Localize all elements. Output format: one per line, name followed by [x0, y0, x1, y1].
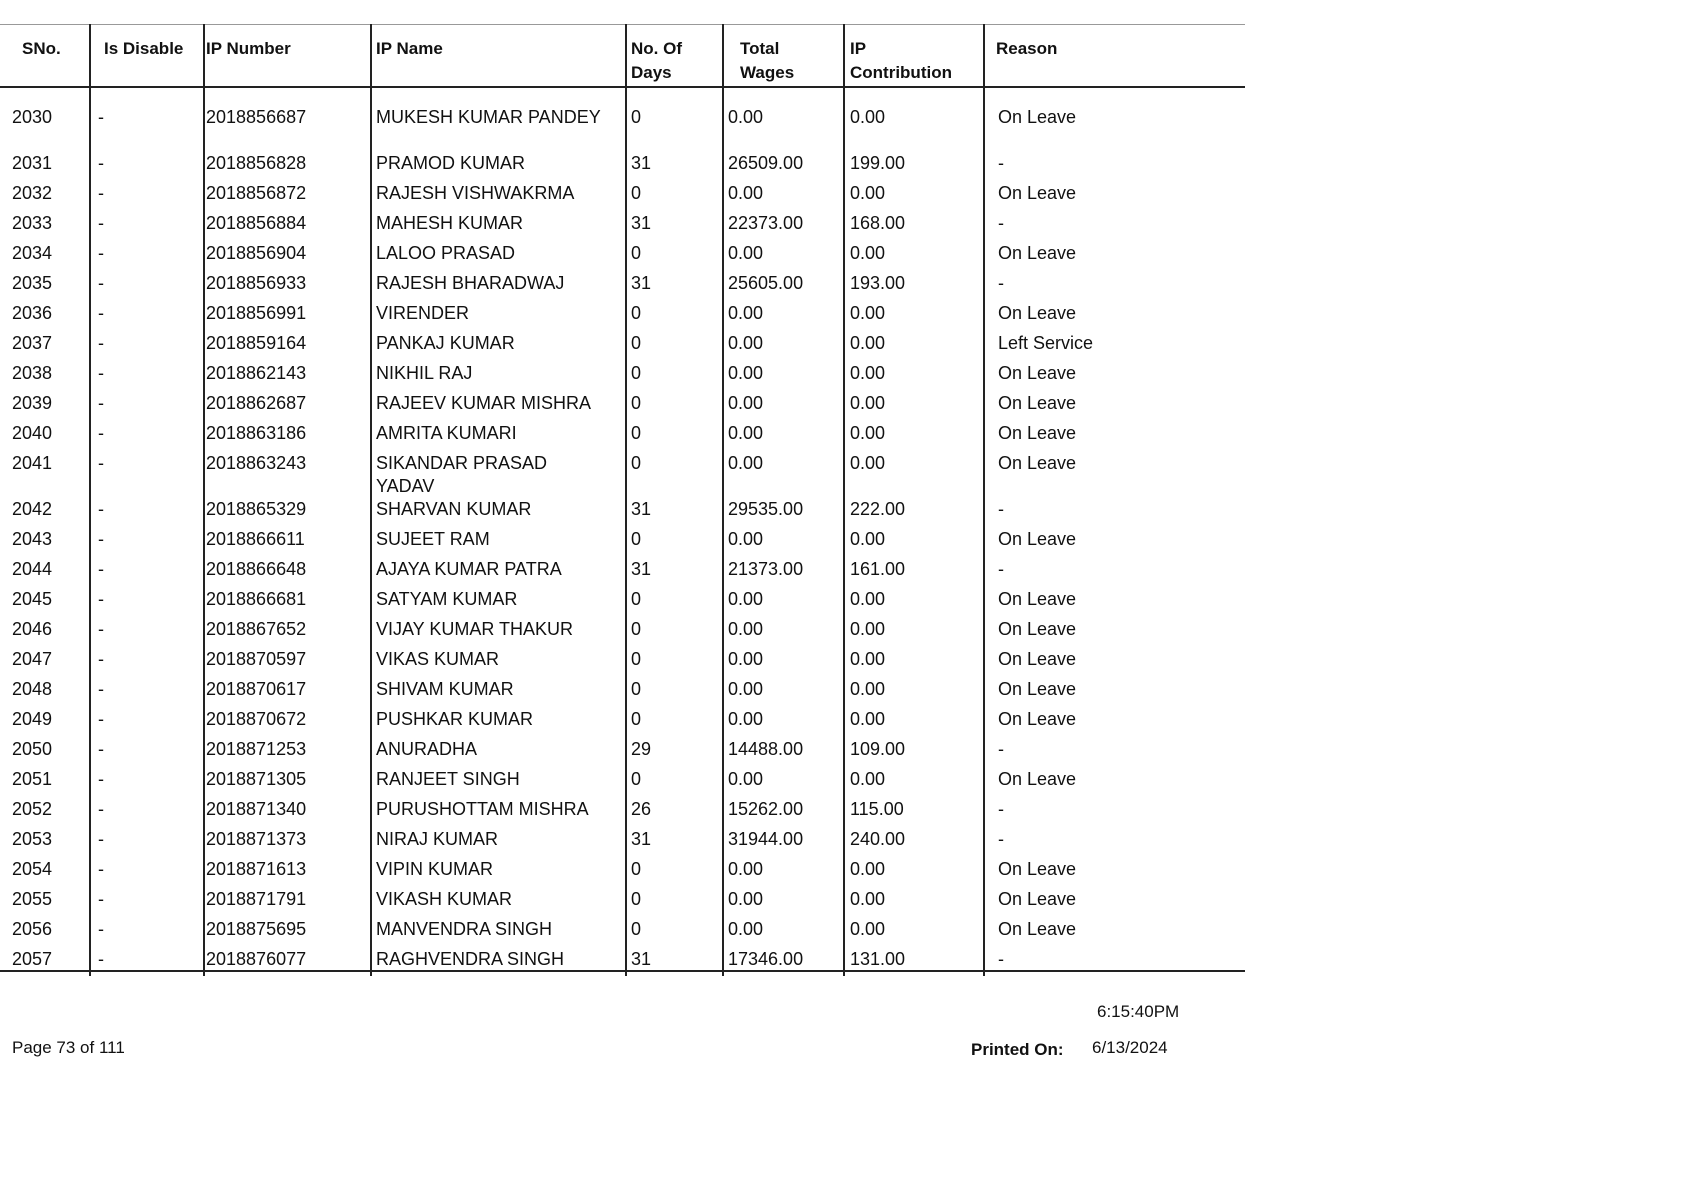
cell-is-disable: - — [98, 333, 104, 353]
cell-no-of-days: 29 — [631, 739, 652, 759]
cell-no-of-days: 0 — [631, 889, 642, 909]
cell-sno: 2031 — [12, 153, 53, 173]
cell-ip-number: 2018863243 — [206, 453, 307, 473]
cell-is-disable: - — [98, 589, 104, 609]
cell-ip-contribution: 168.00 — [850, 213, 906, 233]
page-number: Page 73 of 111 — [12, 1038, 125, 1057]
cell-reason: On Leave — [998, 453, 1077, 473]
cell-total-wages: 14488.00 — [728, 739, 804, 759]
cell-ip-number: 2018856991 — [206, 303, 307, 323]
cell-ip-name: RANJEET SINGH — [376, 769, 520, 789]
header-ip-contribution-line1: IP — [850, 39, 867, 58]
cell-total-wages: 22373.00 — [728, 213, 804, 233]
cell-total-wages: 0.00 — [728, 423, 764, 443]
cell-total-wages: 0.00 — [728, 619, 764, 639]
cell-ip-contribution: 0.00 — [850, 423, 886, 443]
cell-ip-contribution: 0.00 — [850, 393, 886, 413]
cell-ip-contribution: 0.00 — [850, 333, 886, 353]
cell-reason: On Leave — [998, 859, 1077, 879]
cell-ip-name: SATYAM KUMAR — [376, 589, 518, 609]
cell-reason: On Leave — [998, 303, 1077, 323]
cell-reason: - — [998, 829, 1004, 849]
cell-is-disable: - — [98, 919, 104, 939]
cell-is-disable: - — [98, 529, 104, 549]
cell-sno: 2056 — [12, 919, 53, 939]
cell-ip-number: 2018867652 — [206, 619, 307, 639]
cell-sno: 2034 — [12, 243, 53, 263]
header-bottom-rule — [0, 86, 1245, 88]
cell-no-of-days: 0 — [631, 619, 642, 639]
cell-ip-number: 2018871305 — [206, 769, 307, 789]
cell-total-wages: 0.00 — [728, 333, 764, 353]
cell-ip-number: 2018870617 — [206, 679, 307, 699]
cell-is-disable: - — [98, 799, 104, 819]
cell-ip-name: PANKAJ KUMAR — [376, 333, 515, 353]
cell-ip-contribution: 0.00 — [850, 889, 886, 909]
cell-ip-number: 2018871340 — [206, 799, 307, 819]
cell-sno: 2053 — [12, 829, 53, 849]
cell-sno: 2046 — [12, 619, 53, 639]
cell-reason: - — [998, 153, 1004, 173]
cell-no-of-days: 0 — [631, 423, 642, 443]
column-divider — [625, 24, 627, 976]
cell-total-wages: 25605.00 — [728, 273, 804, 293]
cell-no-of-days: 0 — [631, 107, 642, 127]
cell-ip-name: PUSHKAR KUMAR — [376, 709, 534, 729]
cell-ip-contribution: 0.00 — [850, 303, 886, 323]
cell-reason: - — [998, 949, 1004, 969]
cell-is-disable: - — [98, 829, 104, 849]
cell-ip-contribution: 240.00 — [850, 829, 906, 849]
cell-no-of-days: 0 — [631, 919, 642, 939]
cell-sno: 2043 — [12, 529, 53, 549]
cell-ip-name: SHIVAM KUMAR — [376, 679, 514, 699]
cell-total-wages: 0.00 — [728, 679, 764, 699]
cell-ip-name: VIRENDER — [376, 303, 470, 323]
cell-is-disable: - — [98, 949, 104, 969]
cell-ip-contribution: 0.00 — [850, 107, 886, 127]
cell-total-wages: 0.00 — [728, 393, 764, 413]
cell-ip-name: RAJEEV KUMAR MISHRA — [376, 393, 592, 413]
cell-is-disable: - — [98, 889, 104, 909]
cell-ip-contribution: 222.00 — [850, 499, 906, 519]
cell-is-disable: - — [98, 273, 104, 293]
header-no-of-days-line1: No. Of — [631, 39, 682, 58]
cell-no-of-days: 0 — [631, 183, 642, 203]
cell-ip-number: 2018863186 — [206, 423, 307, 443]
cell-no-of-days: 0 — [631, 453, 642, 473]
cell-ip-contribution: 131.00 — [850, 949, 906, 969]
cell-total-wages: 0.00 — [728, 889, 764, 909]
cell-sno: 2035 — [12, 273, 53, 293]
cell-ip-name: RAJESH VISHWAKRMA — [376, 183, 575, 203]
cell-no-of-days: 0 — [631, 709, 642, 729]
cell-ip-number: 2018859164 — [206, 333, 307, 353]
cell-reason: On Leave — [998, 709, 1077, 729]
cell-sno: 2048 — [12, 679, 53, 699]
cell-sno: 2057 — [12, 949, 53, 969]
cell-total-wages: 0.00 — [728, 453, 764, 473]
cell-ip-name: VIKASH KUMAR — [376, 889, 513, 909]
cell-reason: - — [998, 273, 1004, 293]
cell-ip-number: 2018856828 — [206, 153, 307, 173]
column-divider — [203, 24, 205, 976]
cell-ip-name: VIJAY KUMAR THAKUR — [376, 619, 574, 639]
cell-ip-number: 2018870672 — [206, 709, 307, 729]
cell-ip-name: MAHESH KUMAR — [376, 213, 524, 233]
cell-is-disable: - — [98, 453, 104, 473]
cell-no-of-days: 31 — [631, 559, 652, 579]
cell-is-disable: - — [98, 679, 104, 699]
cell-reason: On Leave — [998, 529, 1077, 549]
cell-total-wages: 0.00 — [728, 769, 764, 789]
cell-no-of-days: 0 — [631, 589, 642, 609]
cell-ip-number: 2018876077 — [206, 949, 307, 969]
cell-ip-number: 2018871613 — [206, 859, 307, 879]
cell-ip-contribution: 0.00 — [850, 919, 886, 939]
cell-is-disable: - — [98, 393, 104, 413]
column-divider — [89, 24, 91, 976]
cell-sno: 2054 — [12, 859, 53, 879]
cell-ip-number: 2018856884 — [206, 213, 307, 233]
cell-total-wages: 0.00 — [728, 107, 764, 127]
cell-sno: 2040 — [12, 423, 53, 443]
cell-ip-name: VIPIN KUMAR — [376, 859, 494, 879]
cell-is-disable: - — [98, 859, 104, 879]
cell-no-of-days: 31 — [631, 499, 652, 519]
cell-is-disable: - — [98, 649, 104, 669]
cell-ip-number: 2018871253 — [206, 739, 307, 759]
cell-ip-name: SUJEET RAM — [376, 529, 490, 549]
cell-ip-contribution: 0.00 — [850, 619, 886, 639]
cell-is-disable: - — [98, 769, 104, 789]
header-ip-number: IP Number — [206, 39, 291, 58]
cell-ip-name: PRAMOD KUMAR — [376, 153, 526, 173]
cell-ip-number: 2018856872 — [206, 183, 307, 203]
cell-ip-contribution: 193.00 — [850, 273, 906, 293]
cell-ip-name: ANURADHA — [376, 739, 478, 759]
column-divider — [370, 24, 372, 976]
header-total-wages-line1: Total — [740, 39, 780, 58]
cell-ip-name: AJAYA KUMAR PATRA — [376, 559, 562, 579]
header-sno: SNo. — [22, 39, 61, 58]
cell-total-wages: 0.00 — [728, 243, 764, 263]
cell-ip-contribution: 115.00 — [850, 799, 904, 819]
cell-ip-contribution: 0.00 — [850, 709, 886, 729]
cell-no-of-days: 0 — [631, 243, 642, 263]
column-divider — [983, 24, 985, 976]
cell-ip-number: 2018871373 — [206, 829, 307, 849]
cell-sno: 2036 — [12, 303, 53, 323]
cell-total-wages: 0.00 — [728, 303, 764, 323]
cell-no-of-days: 0 — [631, 529, 642, 549]
cell-sno: 2038 — [12, 363, 53, 383]
cell-ip-number: 2018875695 — [206, 919, 307, 939]
cell-no-of-days: 31 — [631, 273, 652, 293]
cell-reason: - — [998, 499, 1004, 519]
cell-ip-contribution: 0.00 — [850, 363, 886, 383]
cell-reason: - — [998, 799, 1004, 819]
cell-ip-number: 2018856687 — [206, 107, 307, 127]
header-ip-name: IP Name — [376, 39, 443, 58]
cell-no-of-days: 0 — [631, 769, 642, 789]
table-bottom-rule — [0, 970, 1245, 972]
cell-reason: On Leave — [998, 919, 1077, 939]
cell-is-disable: - — [98, 423, 104, 443]
cell-ip-name: LALOO PRASAD — [376, 243, 516, 263]
cell-is-disable: - — [98, 213, 104, 233]
cell-total-wages: 26509.00 — [728, 153, 804, 173]
cell-ip-contribution: 0.00 — [850, 243, 886, 263]
header-ip-contribution-line2: Contribution — [850, 63, 952, 82]
cell-ip-contribution: 0.00 — [850, 183, 886, 203]
cell-sno: 2055 — [12, 889, 53, 909]
cell-reason: Left Service — [998, 333, 1094, 353]
cell-ip-name: RAJESH BHARADWAJ — [376, 273, 565, 293]
cell-ip-contribution: 199.00 — [850, 153, 906, 173]
cell-ip-number: 2018866611 — [206, 529, 305, 549]
cell-reason: On Leave — [998, 619, 1077, 639]
cell-no-of-days: 0 — [631, 363, 642, 383]
printed-time: 6:15:40PM — [1097, 1002, 1180, 1021]
cell-is-disable: - — [98, 559, 104, 579]
cell-reason: On Leave — [998, 243, 1077, 263]
cell-sno: 2037 — [12, 333, 53, 353]
header-top-rule — [0, 24, 1245, 25]
cell-total-wages: 15262.00 — [728, 799, 804, 819]
cell-is-disable: - — [98, 499, 104, 519]
cell-reason: On Leave — [998, 649, 1077, 669]
cell-sno: 2052 — [12, 799, 53, 819]
cell-no-of-days: 31 — [631, 949, 652, 969]
cell-ip-number: 2018866648 — [206, 559, 307, 579]
cell-ip-name: VIKAS KUMAR — [376, 649, 500, 669]
cell-total-wages: 0.00 — [728, 363, 764, 383]
cell-reason: On Leave — [998, 363, 1077, 383]
cell-reason: On Leave — [998, 107, 1077, 127]
cell-sno: 2045 — [12, 589, 53, 609]
cell-reason: - — [998, 559, 1004, 579]
cell-is-disable: - — [98, 153, 104, 173]
cell-reason: On Leave — [998, 589, 1077, 609]
cell-total-wages: 17346.00 — [728, 949, 804, 969]
cell-no-of-days: 31 — [631, 829, 652, 849]
cell-no-of-days: 0 — [631, 679, 642, 699]
cell-no-of-days: 31 — [631, 153, 652, 173]
cell-sno: 2033 — [12, 213, 53, 233]
cell-ip-name: MUKESH KUMAR PANDEY — [376, 107, 601, 127]
cell-is-disable: - — [98, 363, 104, 383]
cell-sno: 2032 — [12, 183, 53, 203]
cell-ip-name: SHARVAN KUMAR — [376, 499, 532, 519]
cell-ip-number: 2018871791 — [206, 889, 307, 909]
cell-ip-contribution: 0.00 — [850, 769, 886, 789]
cell-total-wages: 29535.00 — [728, 499, 804, 519]
cell-no-of-days: 0 — [631, 649, 642, 669]
cell-reason: - — [998, 739, 1004, 759]
cell-sno: 2049 — [12, 709, 53, 729]
printed-date: 6/13/2024 — [1092, 1038, 1168, 1057]
cell-no-of-days: 0 — [631, 393, 642, 413]
cell-ip-number: 2018856933 — [206, 273, 307, 293]
cell-total-wages: 0.00 — [728, 183, 764, 203]
cell-sno: 2042 — [12, 499, 53, 519]
cell-total-wages: 0.00 — [728, 919, 764, 939]
printed-on-label: Printed On: — [971, 1040, 1064, 1059]
cell-ip-contribution: 0.00 — [850, 589, 886, 609]
cell-ip-name: NIKHIL RAJ — [376, 363, 473, 383]
cell-ip-number: 2018865329 — [206, 499, 307, 519]
cell-reason: On Leave — [998, 393, 1077, 413]
cell-reason: On Leave — [998, 423, 1077, 443]
cell-ip-name: AMRITA KUMARI — [376, 423, 517, 443]
cell-total-wages: 21373.00 — [728, 559, 804, 579]
cell-ip-name: MANVENDRA SINGH — [376, 919, 553, 939]
cell-total-wages: 31944.00 — [728, 829, 804, 849]
cell-ip-name: SIKANDAR PRASAD YADAV — [376, 453, 548, 496]
cell-no-of-days: 31 — [631, 213, 652, 233]
header-total-wages-line2: Wages — [740, 63, 795, 82]
cell-total-wages: 0.00 — [728, 589, 764, 609]
cell-sno: 2039 — [12, 393, 53, 413]
cell-ip-number: 2018870597 — [206, 649, 307, 669]
cell-ip-number: 2018866681 — [206, 589, 307, 609]
column-divider — [843, 24, 845, 976]
cell-ip-contribution: 161.00 — [850, 559, 906, 579]
cell-is-disable: - — [98, 619, 104, 639]
cell-total-wages: 0.00 — [728, 859, 764, 879]
cell-is-disable: - — [98, 709, 104, 729]
cell-ip-name: NIRAJ KUMAR — [376, 829, 499, 849]
cell-reason: - — [998, 213, 1004, 233]
cell-ip-name: RAGHVENDRA SINGH — [376, 949, 565, 969]
header-no-of-days-line2: Days — [631, 63, 672, 82]
cell-total-wages: 0.00 — [728, 649, 764, 669]
cell-sno: 2047 — [12, 649, 53, 669]
cell-is-disable: - — [98, 183, 104, 203]
cell-ip-number: 2018862143 — [206, 363, 307, 383]
cell-sno: 2051 — [12, 769, 53, 789]
cell-no-of-days: 0 — [631, 303, 642, 323]
cell-is-disable: - — [98, 243, 104, 263]
cell-sno: 2050 — [12, 739, 53, 759]
cell-total-wages: 0.00 — [728, 709, 764, 729]
cell-sno: 2030 — [12, 107, 53, 127]
cell-ip-contribution: 0.00 — [850, 679, 886, 699]
cell-ip-name: PURUSHOTTAM MISHRA — [376, 799, 589, 819]
cell-ip-contribution: 0.00 — [850, 453, 886, 473]
cell-sno: 2044 — [12, 559, 53, 579]
cell-is-disable: - — [98, 303, 104, 323]
cell-ip-contribution: 109.00 — [850, 739, 906, 759]
cell-ip-number: 2018862687 — [206, 393, 307, 413]
cell-sno: 2041 — [12, 453, 53, 473]
cell-ip-number: 2018856904 — [206, 243, 307, 263]
cell-ip-contribution: 0.00 — [850, 649, 886, 669]
cell-reason: On Leave — [998, 769, 1077, 789]
cell-is-disable: - — [98, 107, 104, 127]
column-divider — [722, 24, 724, 976]
header-reason: Reason — [996, 39, 1058, 58]
cell-no-of-days: 26 — [631, 799, 652, 819]
cell-reason: On Leave — [998, 183, 1077, 203]
cell-total-wages: 0.00 — [728, 529, 764, 549]
cell-ip-contribution: 0.00 — [850, 529, 886, 549]
cell-is-disable: - — [98, 739, 104, 759]
cell-ip-contribution: 0.00 — [850, 859, 886, 879]
cell-reason: On Leave — [998, 889, 1077, 909]
cell-reason: On Leave — [998, 679, 1077, 699]
cell-no-of-days: 0 — [631, 333, 642, 353]
cell-no-of-days: 0 — [631, 859, 642, 879]
header-is-disable: Is Disable — [104, 39, 184, 58]
